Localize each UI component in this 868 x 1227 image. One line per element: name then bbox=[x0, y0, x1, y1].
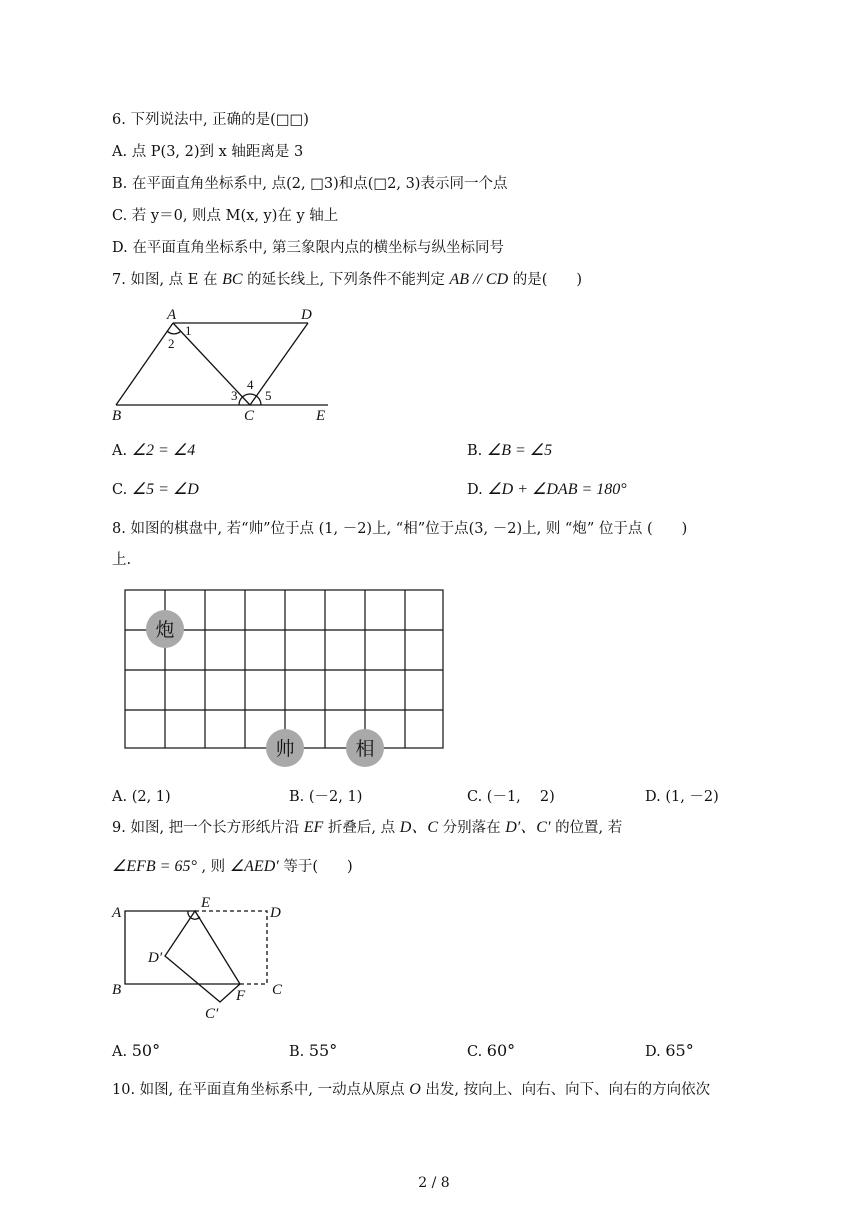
label-f: F bbox=[236, 988, 246, 1004]
q10-stem bbox=[112, 1080, 710, 1100]
q10-origin: O bbox=[409, 1081, 421, 1098]
q9-option-a bbox=[112, 1041, 160, 1062]
q9-option-c bbox=[467, 1041, 515, 1062]
q7-option-d-letter: D. bbox=[467, 482, 483, 498]
q7-option-b bbox=[467, 441, 552, 461]
label-e: E bbox=[316, 408, 326, 424]
q9-option-b-letter: B. bbox=[289, 1044, 305, 1060]
q9-ask: ∠AED′ bbox=[229, 858, 279, 875]
q8-option-a: A. (2, 1) bbox=[112, 789, 171, 805]
q7-option-a-letter: A. bbox=[112, 443, 128, 459]
label-c: C bbox=[272, 982, 283, 998]
q9-option-b-value: 55° bbox=[308, 1041, 338, 1060]
q9-cond-mid: , 则 bbox=[201, 859, 226, 875]
q7-parallel: AB // CD bbox=[449, 271, 509, 288]
q9-stem-post: 的位置, 若 bbox=[555, 820, 623, 836]
angle-4: 4 bbox=[247, 377, 254, 392]
label-d-prime: D′ bbox=[148, 950, 163, 966]
label-c: C bbox=[244, 408, 255, 424]
q7-option-a bbox=[112, 441, 195, 461]
angle-arc-a bbox=[167, 331, 181, 334]
q6-option-b: B. 在平面直角坐标系中, 点(2, □3)和点(□2, 3)表示同一个点 bbox=[112, 176, 508, 192]
q7-option-d-expr: ∠D + ∠DAB = 180° bbox=[487, 481, 627, 498]
q9-ef: EF bbox=[303, 819, 324, 836]
q7-stem-post: 的是( ) bbox=[512, 272, 583, 288]
q7-stem bbox=[112, 270, 582, 290]
q8-option-d: D. (1, －2) bbox=[645, 789, 719, 805]
angle-3: 3 bbox=[231, 388, 238, 403]
piece-pao bbox=[146, 610, 184, 648]
label-b: B bbox=[112, 982, 122, 998]
q10-stem-post: 出发, 按向上、向右、向下、向右的方向依次 bbox=[425, 1082, 711, 1098]
label-c-prime: C′ bbox=[205, 1006, 219, 1022]
angle-5: 5 bbox=[265, 388, 272, 403]
rect-abf bbox=[125, 911, 240, 984]
piece-pao-label: 炮 bbox=[155, 620, 175, 641]
piece-shuai bbox=[266, 729, 304, 767]
dashed-dc bbox=[195, 911, 267, 984]
q7-option-b-letter: B. bbox=[467, 443, 483, 459]
q9-option-d bbox=[645, 1041, 694, 1062]
q6-option-c: C. 若 y＝0, 则点 M(x, y)在 y 轴上 bbox=[112, 208, 339, 224]
q7-option-d bbox=[467, 480, 627, 500]
q8-option-b: B. (－2, 1) bbox=[289, 789, 363, 805]
piece-xiang-label: 相 bbox=[355, 739, 375, 760]
folded-quad bbox=[165, 911, 240, 1002]
q7-stem-mid: 的延长线上, 下列条件不能判定 bbox=[247, 272, 445, 288]
label-a: A bbox=[112, 905, 122, 921]
angle-arc-c bbox=[239, 394, 261, 405]
q7-stem-pre: 7. 如图, 点 E 在 bbox=[112, 272, 218, 288]
label-d: D bbox=[301, 307, 312, 323]
angle-2: 2 bbox=[168, 336, 175, 351]
piece-xiang bbox=[346, 729, 384, 767]
q7-option-c-letter: C. bbox=[112, 482, 128, 498]
q7-option-c bbox=[112, 480, 199, 500]
line-ab bbox=[116, 323, 173, 405]
q10-stem-pre: 10. 如图, 在平面直角坐标系中, 一动点从原点 bbox=[112, 1082, 405, 1098]
q7-option-c-expr: ∠5 = ∠D bbox=[131, 481, 199, 498]
angle-1: 1 bbox=[185, 323, 192, 338]
q9-option-d-value: 65° bbox=[665, 1041, 694, 1060]
q8-stem: 8. 如图的棋盘中, 若“帅”位于点 (1, －2)上, “相”位于点(3, －2)上, 则 “炮” 位于点 ( ) bbox=[112, 521, 688, 537]
q9-option-b bbox=[289, 1041, 337, 1062]
q8-option-c: C. (－1, 2) bbox=[467, 789, 555, 805]
q9-dcp: D′、C′ bbox=[505, 819, 551, 836]
q7-option-b-expr: ∠B = ∠5 bbox=[486, 442, 553, 459]
q9-figure bbox=[108, 892, 298, 1024]
q8-stem-cont: 上. bbox=[112, 552, 132, 568]
q9-option-a-value: 50° bbox=[131, 1041, 161, 1060]
q7-option-a-expr: ∠2 = ∠4 bbox=[131, 442, 196, 459]
q6-stem: 6. 下列说法中, 正确的是(□□) bbox=[112, 112, 309, 128]
q9-cond-post: 等于( ) bbox=[283, 859, 353, 875]
piece-shuai-label: 帅 bbox=[275, 739, 295, 760]
q9-option-d-letter: D. bbox=[645, 1044, 661, 1060]
q9-stem-mid2: 分别落在 bbox=[442, 820, 501, 836]
q8-chessboard bbox=[115, 582, 455, 774]
q7-segment: BC bbox=[222, 271, 243, 288]
q9-option-a-letter: A. bbox=[112, 1044, 128, 1060]
q9-cond: ∠EFB = 65° bbox=[112, 858, 197, 875]
page-number: 2 / 8 bbox=[418, 1175, 450, 1191]
line-cd bbox=[250, 323, 308, 405]
label-e: E bbox=[201, 895, 211, 911]
label-d: D bbox=[270, 905, 281, 921]
label-b: B bbox=[112, 408, 122, 424]
q7-figure bbox=[108, 300, 348, 428]
q9-dc: D、C bbox=[399, 819, 438, 836]
q9-condition bbox=[112, 857, 353, 877]
q6-option-a: A. 点 P(3, 2)到 x 轴距离是 3 bbox=[112, 144, 304, 160]
q9-stem-pre: 9. 如图, 把一个长方形纸片沿 bbox=[112, 820, 300, 836]
q9-option-c-letter: C. bbox=[467, 1044, 483, 1060]
q9-stem bbox=[112, 818, 622, 838]
label-a: A bbox=[167, 307, 177, 323]
q9-stem-mid: 折叠后, 点 bbox=[327, 820, 396, 836]
q6-option-d: D. 在平面直角坐标系中, 第三象限内点的横坐标与纵坐标同号 bbox=[112, 240, 505, 256]
q9-option-c-value: 60° bbox=[486, 1041, 516, 1060]
